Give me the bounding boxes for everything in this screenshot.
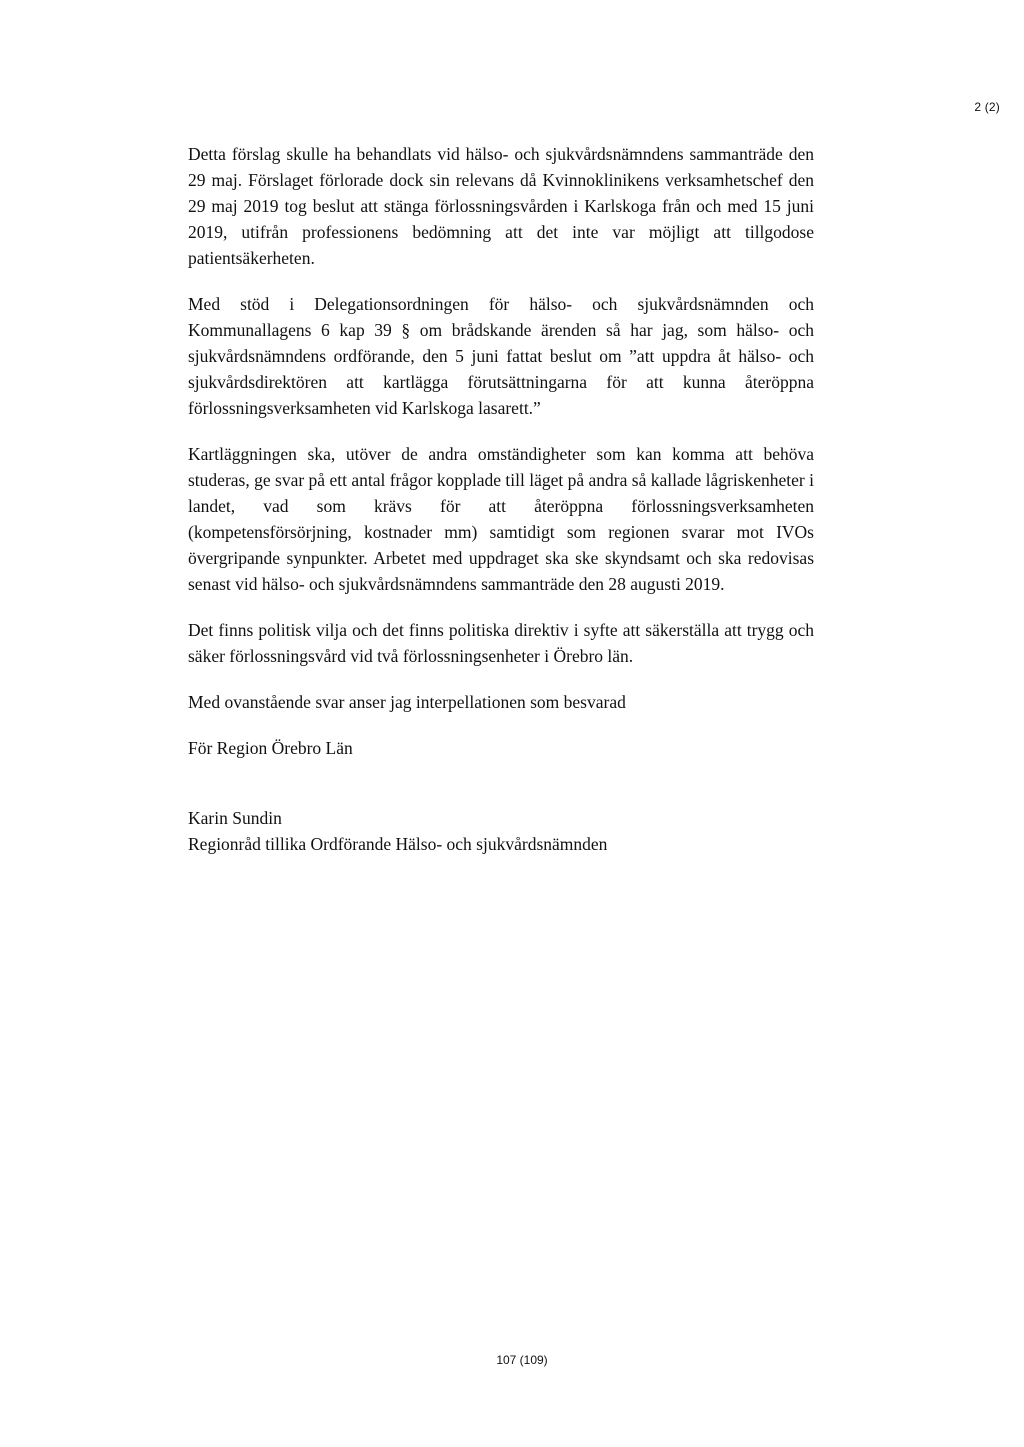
paragraph-organization: För Region Örebro Län (188, 738, 353, 758)
paragraph-background: Detta förslag skulle ha behandlats vid hälso- och sjukvårdsnämndens sammanträde den 29 maj. Förslaget förlorade dock sin relevans då Kvinnoklinikens verksamhetschef den 29 maj 2019 tog beslut att stänga förlossningsvården i Karlskoga från och med 15 juni 2019, utifrån professionens bedömning att det inte var möjligt att tillgodose patientsäkerheten. (188, 144, 814, 268)
paragraph-political-will: Det finns politisk vilja och det finns politiska direktiv i syfte att säkerställa att trygg och säker förlossningsvård vid två förlossningsenheter i Örebro län. (188, 620, 814, 666)
paragraph-answer-statement: Med ovanstående svar anser jag interpellationen som besvarad (188, 692, 626, 712)
page-number-header: 2 (2) (974, 100, 1000, 114)
signature-name: Karin Sundin (188, 808, 282, 828)
paragraph-survey-scope: Kartläggningen ska, utöver de andra omständigheter som kan komma att behöva studeras, ge svar på ett antal frågor kopplade till läget på andra så kallade lågriskenheter i landet, vad som krävs för att återöppna förlossningsverksamheten (kompetensförsörjning, kostnader mm) samtidigt som regionen svarar mot IVOs övergripande synpunkter. Arbetet med uppdraget ska ske skyndsamt och ska redovisas senast vid hälso- och sjukvårdsnämndens sammanträde den 28 augusti 2019. (188, 444, 814, 594)
paragraph-delegation-decision: Med stöd i Delegationsordningen för hälso- och sjukvårdsnämnden och Kommunallagens 6 kap 39 § om brådskande ärenden så har jag, som hälso- och sjukvårdsnämndens ordförande, den 5 juni fattat beslut om ”att uppdra åt hälso- och sjukvårdsdirektören att kartlägga förutsättningarna för att kunna återöppna förlossningsverksamheten vid Karlskoga lasarett.” (188, 294, 814, 418)
signature-block (188, 805, 814, 857)
page-footer (0, 1353, 1024, 1367)
document-body (188, 141, 814, 857)
page-number-footer: 107 (109) (496, 1353, 548, 1367)
signature-title: Regionråd tillika Ordförande Hälso- och sjukvårdsnämnden (188, 834, 608, 854)
